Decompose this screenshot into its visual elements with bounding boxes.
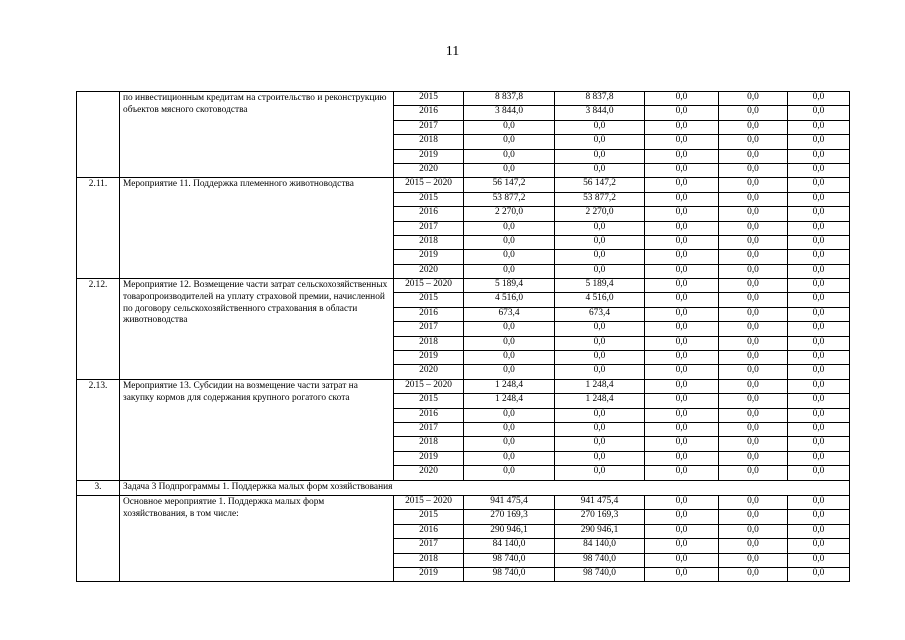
activity-description: Мероприятие 13. Субсидии на возмещение части затрат на закупку кормов для содержания крупного рогатого скота: [120, 379, 394, 480]
value-cell: 0,0: [645, 207, 719, 221]
year-cell: 2018: [394, 336, 464, 350]
value-cell: 0,0: [645, 437, 719, 451]
value-cell: 0,0: [788, 192, 850, 206]
value-cell: 0,0: [645, 106, 719, 120]
value-cell: 98 740,0: [555, 553, 645, 567]
value-cell: 0,0: [555, 408, 645, 422]
value-cell: 0,0: [788, 422, 850, 436]
value-cell: 0,0: [719, 451, 788, 465]
value-cell: 0,0: [788, 235, 850, 249]
value-cell: 0,0: [645, 192, 719, 206]
value-cell: 0,0: [788, 106, 850, 120]
value-cell: 0,0: [555, 437, 645, 451]
value-cell: 0,0: [645, 466, 719, 480]
value-cell: 0,0: [464, 135, 555, 149]
value-cell: 0,0: [645, 221, 719, 235]
value-cell: 0,0: [719, 163, 788, 177]
value-cell: 0,0: [555, 466, 645, 480]
value-cell: 0,0: [719, 422, 788, 436]
activity-code: [77, 495, 120, 581]
value-cell: 941 475,4: [555, 495, 645, 509]
year-cell: 2020: [394, 264, 464, 278]
value-cell: 56 147,2: [555, 178, 645, 192]
value-cell: 0,0: [719, 178, 788, 192]
value-cell: 0,0: [719, 279, 788, 293]
value-cell: 0,0: [719, 466, 788, 480]
year-cell: 2017: [394, 322, 464, 336]
value-cell: 0,0: [788, 293, 850, 307]
value-cell: 0,0: [555, 221, 645, 235]
value-cell: 4 516,0: [464, 293, 555, 307]
year-cell: 2016: [394, 408, 464, 422]
activity-code: 2.12.: [77, 279, 120, 380]
value-cell: 0,0: [464, 250, 555, 264]
value-cell: 0,0: [555, 322, 645, 336]
value-cell: 0,0: [788, 250, 850, 264]
value-cell: 0,0: [645, 379, 719, 393]
value-cell: 0,0: [645, 524, 719, 538]
value-cell: 8 837,8: [555, 92, 645, 106]
value-cell: 0,0: [788, 365, 850, 379]
value-cell: 0,0: [464, 351, 555, 365]
value-cell: 0,0: [788, 336, 850, 350]
value-cell: 0,0: [645, 250, 719, 264]
value-cell: 53 877,2: [555, 192, 645, 206]
value-cell: 1 248,4: [555, 394, 645, 408]
value-cell: 0,0: [719, 264, 788, 278]
value-cell: 0,0: [645, 120, 719, 134]
value-cell: 0,0: [464, 149, 555, 163]
value-cell: 0,0: [645, 336, 719, 350]
task-title: Задача 3 Подпрограммы 1. Поддержка малых форм хозяйствования: [120, 480, 850, 495]
value-cell: 0,0: [555, 451, 645, 465]
value-cell: 0,0: [464, 264, 555, 278]
year-cell: 2020: [394, 365, 464, 379]
value-cell: 0,0: [719, 322, 788, 336]
value-cell: 0,0: [719, 524, 788, 538]
value-cell: 0,0: [719, 437, 788, 451]
value-cell: 0,0: [788, 394, 850, 408]
value-cell: 0,0: [719, 495, 788, 509]
year-cell: 2018: [394, 437, 464, 451]
value-cell: 290 946,1: [464, 524, 555, 538]
value-cell: 1 248,4: [555, 379, 645, 393]
year-cell: 2017: [394, 120, 464, 134]
value-cell: 0,0: [645, 567, 719, 581]
value-cell: 0,0: [464, 120, 555, 134]
value-cell: 0,0: [788, 437, 850, 451]
value-cell: 3 844,0: [464, 106, 555, 120]
value-cell: 0,0: [645, 394, 719, 408]
value-cell: 0,0: [719, 379, 788, 393]
value-cell: 0,0: [788, 207, 850, 221]
value-cell: 0,0: [645, 307, 719, 321]
value-cell: 0,0: [719, 149, 788, 163]
value-cell: 0,0: [464, 437, 555, 451]
year-cell: 2018: [394, 235, 464, 249]
funding-table: [76, 91, 850, 582]
year-cell: 2017: [394, 539, 464, 553]
value-cell: 0,0: [464, 466, 555, 480]
value-cell: 0,0: [719, 235, 788, 249]
value-cell: 0,0: [555, 235, 645, 249]
value-cell: 0,0: [788, 264, 850, 278]
value-cell: 84 140,0: [555, 539, 645, 553]
year-cell: 2015 – 2020: [394, 279, 464, 293]
value-cell: 0,0: [645, 293, 719, 307]
value-cell: 0,0: [645, 135, 719, 149]
value-cell: 270 169,3: [464, 510, 555, 524]
table-row: [77, 379, 850, 393]
value-cell: 0,0: [719, 365, 788, 379]
value-cell: 0,0: [645, 539, 719, 553]
value-cell: 0,0: [719, 567, 788, 581]
value-cell: 0,0: [464, 221, 555, 235]
year-cell: 2015: [394, 394, 464, 408]
value-cell: 0,0: [719, 394, 788, 408]
table-row: [77, 279, 850, 293]
value-cell: 0,0: [464, 336, 555, 350]
activity-description: Мероприятие 11. Поддержка племенного животноводства: [120, 178, 394, 279]
year-cell: 2020: [394, 163, 464, 177]
year-cell: 2017: [394, 221, 464, 235]
value-cell: 0,0: [719, 408, 788, 422]
value-cell: 8 837,8: [464, 92, 555, 106]
value-cell: 0,0: [464, 365, 555, 379]
value-cell: 0,0: [788, 307, 850, 321]
value-cell: 0,0: [464, 163, 555, 177]
value-cell: 2 270,0: [555, 207, 645, 221]
value-cell: 0,0: [645, 553, 719, 567]
value-cell: 0,0: [645, 510, 719, 524]
value-cell: 0,0: [555, 135, 645, 149]
activity-code: [77, 92, 120, 178]
value-cell: 0,0: [464, 451, 555, 465]
value-cell: 0,0: [464, 322, 555, 336]
value-cell: 0,0: [645, 408, 719, 422]
value-cell: 0,0: [645, 178, 719, 192]
year-cell: 2016: [394, 524, 464, 538]
value-cell: 0,0: [464, 422, 555, 436]
value-cell: 0,0: [719, 221, 788, 235]
value-cell: 0,0: [645, 149, 719, 163]
value-cell: 0,0: [788, 149, 850, 163]
value-cell: 0,0: [719, 135, 788, 149]
value-cell: 98 740,0: [555, 567, 645, 581]
value-cell: 0,0: [788, 495, 850, 509]
page-number: 11: [445, 44, 460, 59]
activity-code: 2.11.: [77, 178, 120, 279]
value-cell: 673,4: [555, 307, 645, 321]
year-cell: 2015: [394, 510, 464, 524]
year-cell: 2015 – 2020: [394, 495, 464, 509]
year-cell: 2016: [394, 307, 464, 321]
value-cell: 0,0: [719, 510, 788, 524]
table-row: [77, 495, 850, 509]
activity-code: 2.13.: [77, 379, 120, 480]
value-cell: 0,0: [788, 178, 850, 192]
value-cell: 0,0: [788, 351, 850, 365]
value-cell: 0,0: [788, 524, 850, 538]
value-cell: 0,0: [719, 207, 788, 221]
value-cell: 0,0: [719, 293, 788, 307]
year-cell: 2019: [394, 451, 464, 465]
value-cell: 0,0: [788, 322, 850, 336]
value-cell: 0,0: [788, 510, 850, 524]
value-cell: 0,0: [788, 221, 850, 235]
year-cell: 2019: [394, 351, 464, 365]
year-cell: 2016: [394, 207, 464, 221]
value-cell: 0,0: [555, 120, 645, 134]
value-cell: 0,0: [645, 264, 719, 278]
value-cell: 0,0: [645, 451, 719, 465]
year-cell: 2019: [394, 149, 464, 163]
value-cell: 0,0: [464, 408, 555, 422]
value-cell: 0,0: [555, 149, 645, 163]
value-cell: 0,0: [555, 365, 645, 379]
value-cell: 0,0: [719, 106, 788, 120]
value-cell: 4 516,0: [555, 293, 645, 307]
task-row: [77, 480, 850, 495]
year-cell: 2020: [394, 466, 464, 480]
table-row: [77, 92, 850, 106]
value-cell: 0,0: [555, 264, 645, 278]
value-cell: 0,0: [788, 553, 850, 567]
value-cell: 0,0: [788, 163, 850, 177]
value-cell: 0,0: [645, 163, 719, 177]
value-cell: 5 189,4: [464, 279, 555, 293]
value-cell: 673,4: [464, 307, 555, 321]
value-cell: 0,0: [788, 567, 850, 581]
value-cell: 0,0: [719, 120, 788, 134]
value-cell: 0,0: [645, 279, 719, 293]
value-cell: 0,0: [788, 539, 850, 553]
value-cell: 0,0: [645, 92, 719, 106]
value-cell: 0,0: [788, 379, 850, 393]
activity-description: Мероприятие 12. Возмещение части затрат сельскохозяйственных товаропроизводителей на уплату страховой премии, начисленной по договору сельскохозяйственного страхования в области животноводства: [120, 279, 394, 380]
year-cell: 2019: [394, 567, 464, 581]
funding-table-body: [77, 92, 850, 582]
year-cell: 2015 – 2020: [394, 379, 464, 393]
value-cell: 0,0: [788, 279, 850, 293]
value-cell: 98 740,0: [464, 553, 555, 567]
value-cell: 0,0: [555, 422, 645, 436]
value-cell: 2 270,0: [464, 207, 555, 221]
value-cell: 0,0: [719, 539, 788, 553]
value-cell: 0,0: [645, 422, 719, 436]
value-cell: 0,0: [788, 120, 850, 134]
activity-description: Основное мероприятие 1. Поддержка малых форм хозяйствования, в том числе:: [120, 495, 394, 581]
value-cell: 270 169,3: [555, 510, 645, 524]
year-cell: 2018: [394, 553, 464, 567]
value-cell: 0,0: [788, 135, 850, 149]
year-cell: 2015: [394, 92, 464, 106]
value-cell: 0,0: [555, 336, 645, 350]
value-cell: 0,0: [555, 250, 645, 264]
year-cell: 2015: [394, 192, 464, 206]
value-cell: 0,0: [555, 351, 645, 365]
value-cell: 56 147,2: [464, 178, 555, 192]
value-cell: 290 946,1: [555, 524, 645, 538]
value-cell: 0,0: [719, 192, 788, 206]
value-cell: 84 140,0: [464, 539, 555, 553]
activity-description: по инвестиционным кредитам на строительство и реконструкцию объектов мясного скотоводства: [120, 92, 394, 178]
value-cell: 0,0: [645, 351, 719, 365]
value-cell: 0,0: [645, 235, 719, 249]
value-cell: 0,0: [719, 250, 788, 264]
year-cell: 2017: [394, 422, 464, 436]
value-cell: 5 189,4: [555, 279, 645, 293]
value-cell: 1 248,4: [464, 379, 555, 393]
value-cell: 941 475,4: [464, 495, 555, 509]
value-cell: 0,0: [788, 92, 850, 106]
year-cell: 2018: [394, 135, 464, 149]
value-cell: 0,0: [645, 322, 719, 336]
value-cell: 0,0: [719, 351, 788, 365]
value-cell: 0,0: [788, 466, 850, 480]
year-cell: 2019: [394, 250, 464, 264]
value-cell: 0,0: [719, 336, 788, 350]
value-cell: 0,0: [555, 163, 645, 177]
value-cell: 0,0: [788, 408, 850, 422]
value-cell: 0,0: [464, 235, 555, 249]
value-cell: 98 740,0: [464, 567, 555, 581]
task-code: 3.: [77, 480, 120, 495]
year-cell: 2015 – 2020: [394, 178, 464, 192]
value-cell: 0,0: [788, 451, 850, 465]
value-cell: 3 844,0: [555, 106, 645, 120]
value-cell: 0,0: [645, 365, 719, 379]
value-cell: 0,0: [719, 307, 788, 321]
table-row: [77, 178, 850, 192]
value-cell: 0,0: [719, 553, 788, 567]
value-cell: 0,0: [645, 495, 719, 509]
value-cell: 1 248,4: [464, 394, 555, 408]
value-cell: 53 877,2: [464, 192, 555, 206]
year-cell: 2016: [394, 106, 464, 120]
value-cell: 0,0: [719, 92, 788, 106]
year-cell: 2015: [394, 293, 464, 307]
